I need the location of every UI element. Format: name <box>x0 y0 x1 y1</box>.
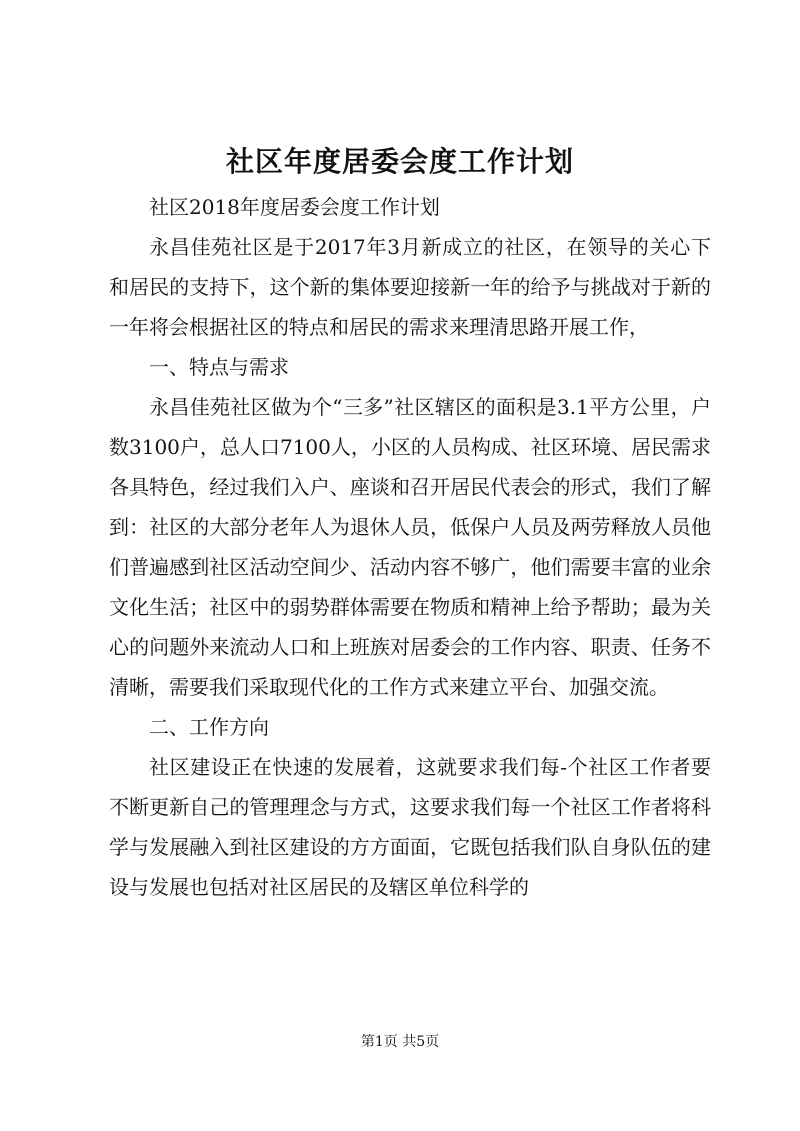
document-title: 社区年度居委会度工作计划 <box>225 145 574 178</box>
page-number-footer: 第1页 共5页 <box>360 1034 440 1050</box>
section-heading-direction: 二、工作方向 <box>149 715 269 739</box>
paragraph-subtitle: 社区2018年度居委会度工作计划 <box>149 195 440 219</box>
section-heading-features: 一、特点与需求 <box>149 355 289 379</box>
paragraph-intro: 永昌佳苑社区是于2017年3月新成立的社区，在领导的关心下和居民的支持下，这个新的集体要迎接新一年的给予与挑战对于新的一年将会根据社区的特点和居民的需求来理清思路开展工作， <box>109 235 711 339</box>
paragraph-features: 永昌佳苑社区做为个“三多”社区辖区的面积是3.1平方公里，户数3100户，总人口7100人，小区的人员构成、社区环境、居民需求各具特色，经过我们入户、座谈和召开居民代表会的形式，我们了解到：社区的大部分老年人为退休人员，低保户人员及两劳释放人员他们普遍感到社区活动空间少、活动内容不够广，他们需要丰富的业余文化生活；社区中的弱势群体需要在物质和精神上给予帮助；最为关心的问题外来流动人口和上班族对居委会的工作内容、职责、任务不清晰，需要我们采取现代化的工作方式来建立平台、加强交流。 <box>109 395 711 699</box>
paragraph-direction: 社区建设正在快速的发展着，这就要求我们每-个社区工作者要不断更新自己的管理理念与方式，这要求我们每一个社区工作者将科学与发展融入到社区建设的方方面面，它既包括我们队自身队伍的建设与发展也包括对社区居民的及辖区单位科学的 <box>109 755 711 899</box>
document-body <box>109 187 711 907</box>
